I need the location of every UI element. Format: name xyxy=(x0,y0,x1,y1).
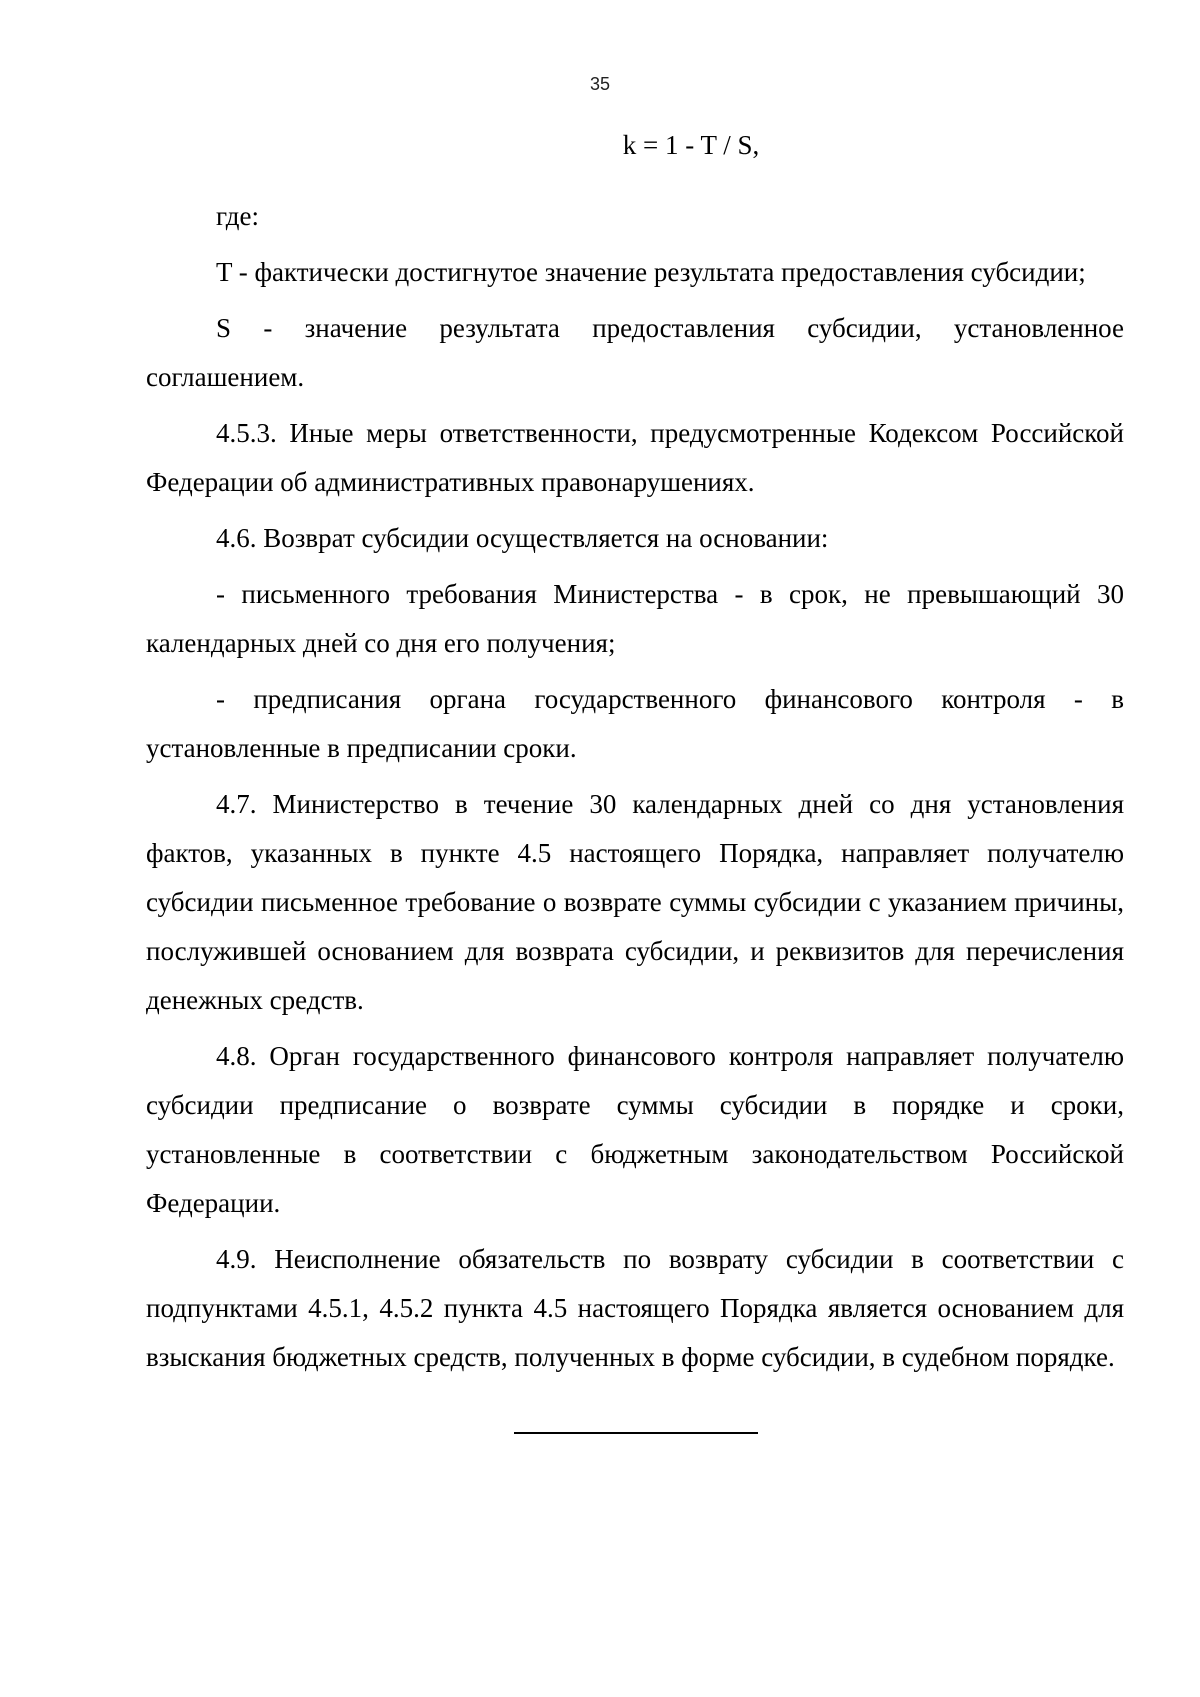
paragraph-4-6: 4.6. Возврат субсидии осуществляется на основании: xyxy=(216,523,829,553)
paragraph-where: где: xyxy=(216,201,259,231)
document-body xyxy=(146,124,1124,1389)
end-divider-line xyxy=(514,1432,758,1434)
paragraph-4-8: 4.8. Орган государственного финансового контроля направляет получателю субсидии предписание о возврате суммы субсидии в порядке и сроки, установленные в соответствии с бюджетным законодательством Российской Федерации. xyxy=(146,1041,1124,1218)
paragraph-prescription: - предписания органа государственного финансового контроля - в установленные в предписании сроки. xyxy=(146,684,1124,763)
paragraph-s-definition: S - значение результата предоставления субсидии, установленное соглашением. xyxy=(146,313,1124,392)
formula: k = 1 - T / S, xyxy=(622,130,760,160)
paragraph-written-demand: - письменного требования Министерства - в срок, не превышающий 30 календарных дней со дня его получения; xyxy=(146,579,1124,658)
paragraph-t-definition: T - фактически достигнутое значение результата предоставления субсидии; xyxy=(216,257,1086,287)
paragraph-4-7: 4.7. Министерство в течение 30 календарных дней со дня установления фактов, указанных в пункте 4.5 настоящего Порядка, направляет получателю субсидии письменное требование о возврате суммы субсидии с указанием причины, послужившей основанием для возврата субсидии, и реквизитов для перечисления денежных средств. xyxy=(146,789,1124,1015)
page-number: 35 xyxy=(589,74,611,94)
paragraph-4-5-3: 4.5.3. Иные меры ответственности, предусмотренные Кодексом Российской Федерации об административных правонарушениях. xyxy=(146,418,1124,497)
paragraph-4-9: 4.9. Неисполнение обязательств по возврату субсидии в соответствии с подпунктами 4.5.1, 4.5.2 пункта 4.5 настоящего Порядка является основанием для взыскания бюджетных средств, полученных в форме субсидии, в судебном порядке. xyxy=(146,1244,1124,1372)
